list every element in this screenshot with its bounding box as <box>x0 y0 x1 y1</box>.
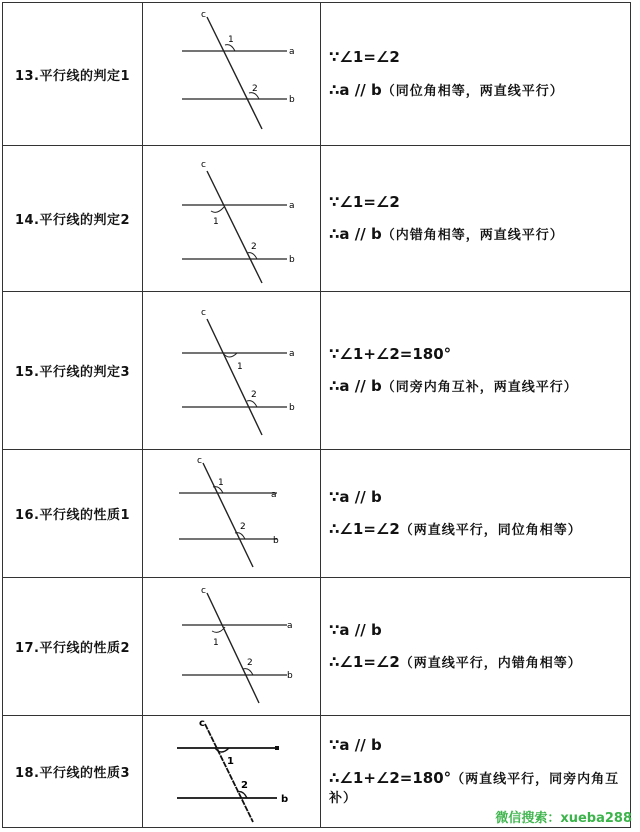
svg-text:b: b <box>288 402 295 413</box>
svg-text:1: 1 <box>227 34 234 45</box>
svg-text:c: c <box>200 160 206 170</box>
reason: （两直线平行，内错角相等） <box>399 656 582 672</box>
svg-text:c: c <box>196 455 202 466</box>
premise: ∵a // b <box>329 620 382 639</box>
svg-text:b: b <box>272 535 279 546</box>
parallel-lines-diagram <box>157 718 307 826</box>
statement-cell <box>321 292 631 450</box>
svg-text:b: b <box>280 793 288 805</box>
svg-text:a: a <box>288 201 295 211</box>
statement-cell <box>321 450 631 578</box>
svg-text:a: a <box>288 46 295 57</box>
reason: （两直线平行，同旁内角互补） <box>329 771 620 806</box>
svg-text:c: c <box>200 585 206 596</box>
figure-cell <box>143 450 321 578</box>
table-row <box>3 578 631 716</box>
premise: ∵∠1=∠2 <box>329 192 400 211</box>
conclusion: ∴∠1+∠2=180° <box>329 768 452 787</box>
svg-text:1: 1 <box>217 477 224 488</box>
theorem-name: 16.平行线的性质1 <box>3 450 143 578</box>
svg-text:2: 2 <box>250 389 257 400</box>
theorem-name: 14.平行线的判定2 <box>3 146 143 292</box>
table-row <box>3 450 631 578</box>
svg-text:a: a <box>288 348 295 359</box>
svg-text:c: c <box>200 307 206 318</box>
conclusion: ∴∠1=∠2 <box>329 653 400 672</box>
table-row <box>3 292 631 450</box>
svg-text:1: 1 <box>236 361 243 372</box>
svg-text:c: c <box>200 9 206 20</box>
svg-text:1: 1 <box>226 755 234 767</box>
svg-text:b: b <box>286 670 293 681</box>
svg-text:2: 2 <box>250 242 257 252</box>
reason: （同位角相等，两直线平行） <box>381 83 564 99</box>
reason: （两直线平行，同位角相等） <box>399 523 582 539</box>
svg-text:2: 2 <box>251 83 258 94</box>
svg-text:1: 1 <box>212 637 219 648</box>
figure-cell <box>143 3 321 146</box>
svg-text:2: 2 <box>240 779 248 791</box>
svg-text:c: c <box>198 717 205 729</box>
svg-text:a: a <box>286 620 293 631</box>
reason: （内错角相等，两直线平行） <box>381 228 564 244</box>
reason: （同旁内角互补，两直线平行） <box>381 380 578 396</box>
svg-text:b: b <box>288 94 295 105</box>
conclusion: ∴a // b <box>329 377 382 396</box>
parallel-lines-diagram <box>157 7 307 142</box>
theorem-name: 13.平行线的判定1 <box>3 3 143 146</box>
premise: ∵a // b <box>329 735 382 754</box>
parallel-lines-diagram <box>157 455 307 573</box>
table-row <box>3 3 631 146</box>
theorem-table <box>2 2 631 828</box>
parallel-lines-diagram <box>157 151 307 286</box>
premise: ∵∠1+∠2=180° <box>329 344 452 363</box>
premise: ∵∠1=∠2 <box>329 48 400 66</box>
theorem-name: 18.平行线的性质3 <box>3 716 143 828</box>
premise: ∵a // b <box>329 487 382 506</box>
conclusion: ∴∠1=∠2 <box>329 520 400 539</box>
svg-text:2: 2 <box>239 521 246 532</box>
parallel-lines-diagram <box>157 583 307 711</box>
conclusion: ∴a // b <box>329 80 382 99</box>
figure-cell <box>143 292 321 450</box>
svg-text:a: a <box>270 489 277 500</box>
figure-cell <box>143 146 321 292</box>
parallel-lines-diagram <box>157 301 307 441</box>
svg-text:b: b <box>288 255 295 265</box>
svg-text:1: 1 <box>212 217 219 227</box>
figure-cell <box>143 716 321 828</box>
theorem-name: 17.平行线的性质2 <box>3 578 143 716</box>
table-row <box>3 146 631 292</box>
statement-cell <box>321 3 631 146</box>
statement-cell <box>321 578 631 716</box>
theorem-name: 15.平行线的判定3 <box>3 292 143 450</box>
svg-text:2: 2 <box>246 657 253 668</box>
conclusion: ∴a // b <box>329 225 382 244</box>
watermark-text: 微信搜索：xueba288 <box>495 811 632 826</box>
statement-cell <box>321 146 631 292</box>
figure-cell <box>143 578 321 716</box>
